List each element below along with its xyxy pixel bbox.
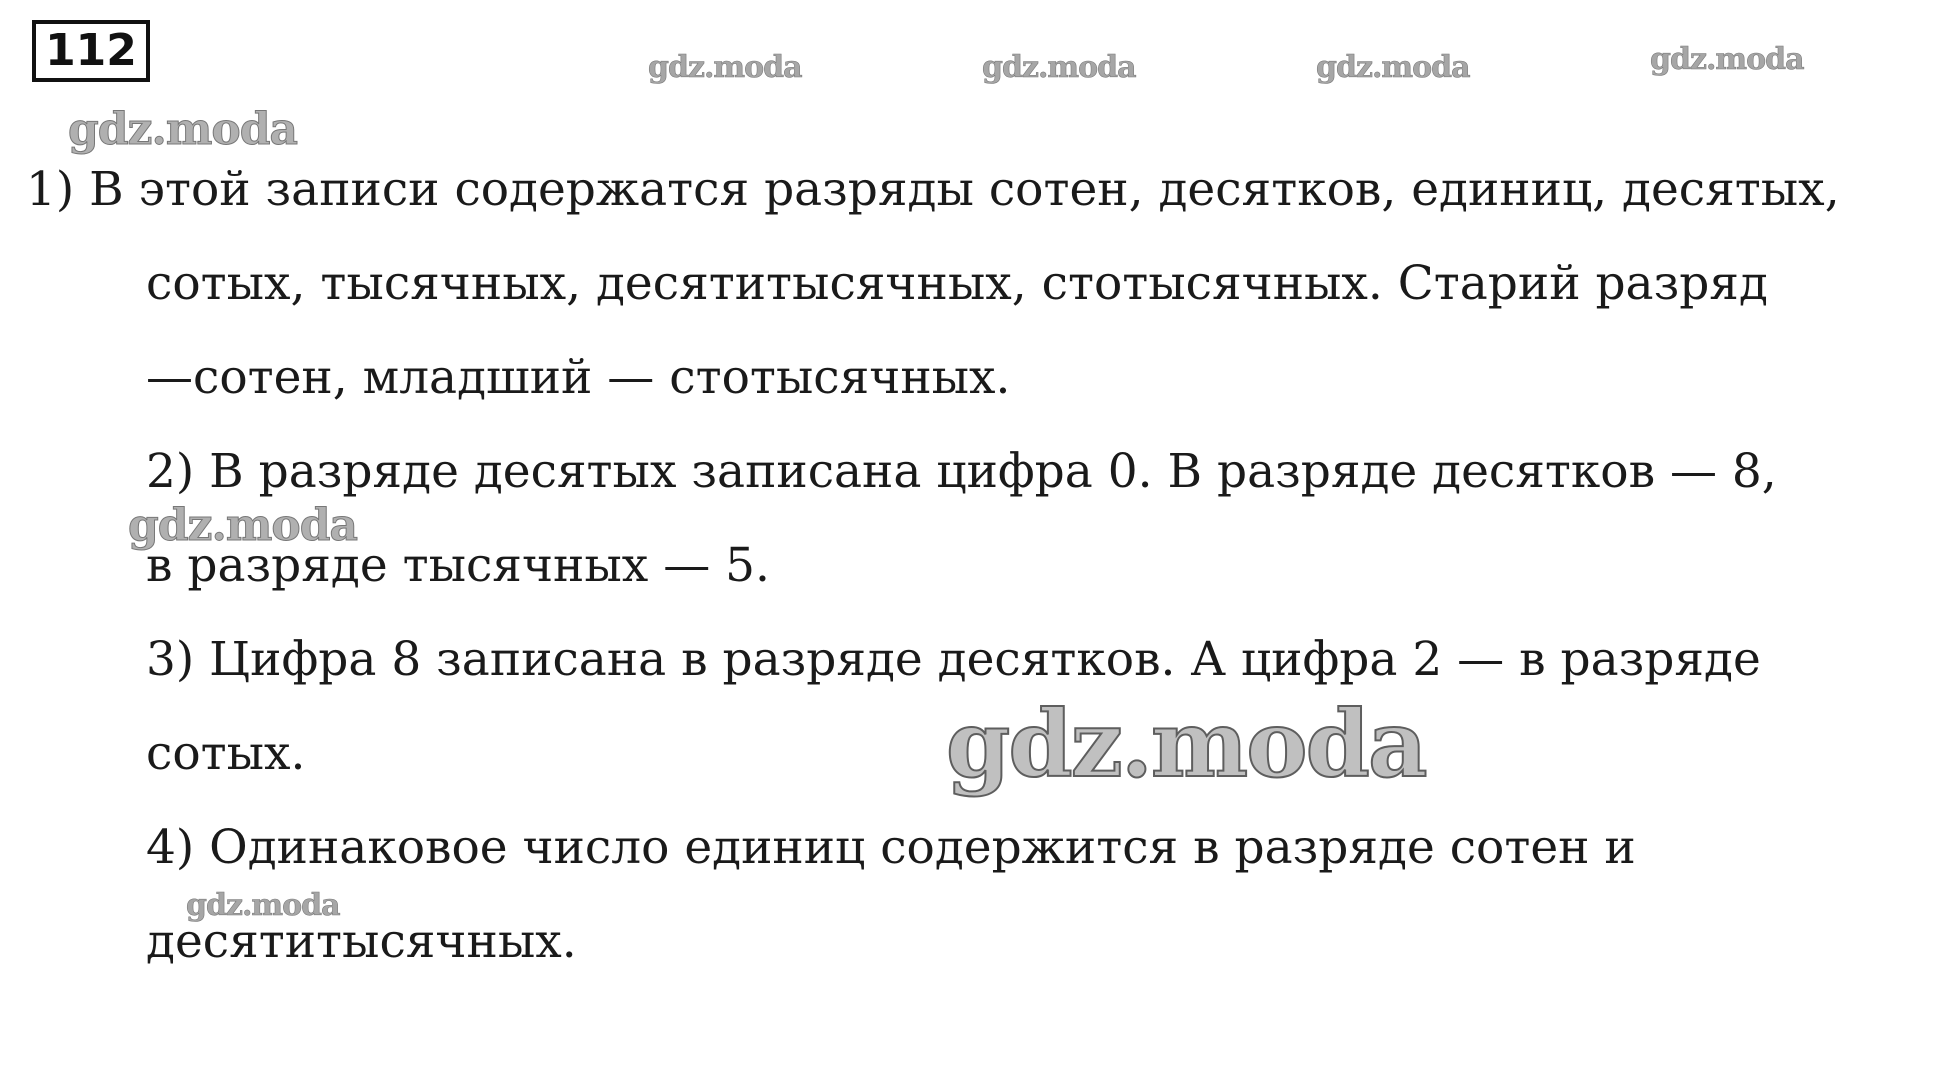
watermark-logo: gdz.moda: [946, 690, 1426, 798]
watermark-logo: gdz.moda: [1650, 42, 1804, 77]
answer-item-2-line-2: в разряде тысячных — 5.: [146, 538, 770, 593]
answer-item-1-line-3: —сотен, младший — стотысячных.: [146, 350, 1011, 405]
answer-item-2-line-1: 2) В разряде десятых записана цифра 0. В разряде десятков — 8,: [146, 444, 1777, 499]
watermark-logo: gdz.moda: [128, 500, 358, 551]
watermark-logo: gdz.moda: [1316, 50, 1470, 85]
answer-item-4-line-1: 4) Одинаковое число единиц содержится в разряде сотен и: [146, 820, 1636, 875]
answer-item-1-line-1: 1) В этой записи содержатся разряды сотен, десятков, единиц, десятых,: [26, 162, 1840, 217]
watermark-logo: gdz.moda: [186, 888, 340, 923]
watermark-logo: gdz.moda: [982, 50, 1136, 85]
watermark-logo: gdz.moda: [68, 104, 298, 155]
answer-item-3-line-2: сотых.: [146, 726, 306, 781]
answer-item-4-line-2: десятитысячных.: [146, 914, 577, 969]
task-number: 112: [45, 25, 137, 76]
task-number-box: [32, 20, 150, 82]
answer-item-1-line-2: сотых, тысячных, десятитысячных, стотысячных. Старий разряд: [146, 256, 1768, 311]
answer-item-3-line-1: 3) Цифра 8 записана в разряде десятков. А цифра 2 — в разряде: [146, 632, 1761, 687]
watermark-logo: gdz.moda: [648, 50, 802, 85]
